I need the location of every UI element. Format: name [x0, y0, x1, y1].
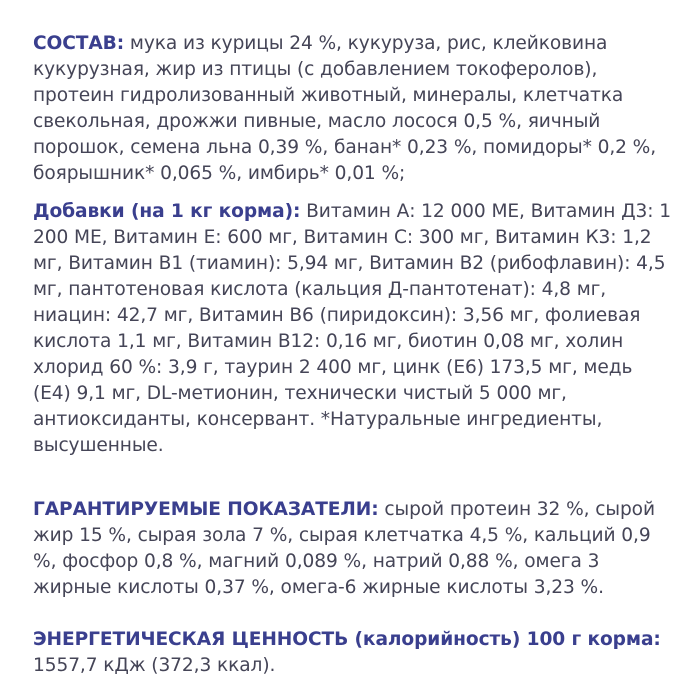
composition-text: мука из курицы 24 %, кукуруза, рис, клейковина кукурузная, жир из птицы (с добавлением токоферолов), протеин гидролизованный животный, минералы, клетчатка свекольная, дрожжи пивные, масло лосося 0,5 %, яичный порошок, семена льна 0,39 %, банан* 0,23 %, помидоры* 0,2 %, боярышник* 0,065 %, имбирь* 0,01 %; — [33, 33, 657, 184]
additives-text: Витамин А: 12 000 МЕ, Витамин Д3: 1 200 МЕ, Витамин Е: 600 мг, Витамин С: 300 мг, Витамин К3: 1,2 мг, Витамин В1 (тиамин): 5,94 мг, Витамин В2 (рибофлавин): 4,5 мг, пантотеновая кислота (кальция Д-пантотенат): 4,8 мг, ниацин: 42,7 мг, Витамин В6 (пиридоксин): 3,56 мг, фолиевая кислота 1,1 мг, Витамин В12: 0,16 мг, биотин 0,08 мг, холин хлорид 60 %: 3,9 г, таурин 2 400 мг, цинк (Е6) 173,5 мг, медь (Е4) 9,1 мг, DL-метионин, технически чистый 5 000 мг, антиоксиданты, консервант. *Натуральные ингредиенты, высушенные. — [33, 201, 671, 456]
energy-value-text: 1557,7 кДж (372,3 ккал). — [33, 655, 276, 676]
composition-heading: СОСТАВ: — [33, 33, 125, 54]
guaranteed-analysis-paragraph — [33, 497, 673, 601]
ingredients-label — [33, 31, 673, 679]
additives-heading: Добавки (на 1 кг корма): — [33, 201, 301, 222]
composition-paragraph — [33, 31, 673, 187]
energy-value-paragraph — [33, 627, 673, 679]
energy-value-heading: ЭНЕРГЕТИЧЕСКАЯ ЦЕННОСТЬ (калорийность) 100 г корма: — [33, 629, 661, 650]
guaranteed-analysis-heading: ГАРАНТИРУЕМЫЕ ПОКАЗАТЕЛИ: — [33, 499, 379, 520]
guaranteed-analysis-text: сырой протеин 32 %, сырой жир 15 %, сырая зола 7 %, сырая клетчатка 4,5 %, кальций 0,9 %, фосфор 0,8 %, магний 0,089 %, натрий 0,88 %, омега 3 жирные кислоты 0,37 %, омега-6 жирные кислоты 3,23 %. — [33, 499, 655, 598]
additives-paragraph — [33, 199, 673, 459]
